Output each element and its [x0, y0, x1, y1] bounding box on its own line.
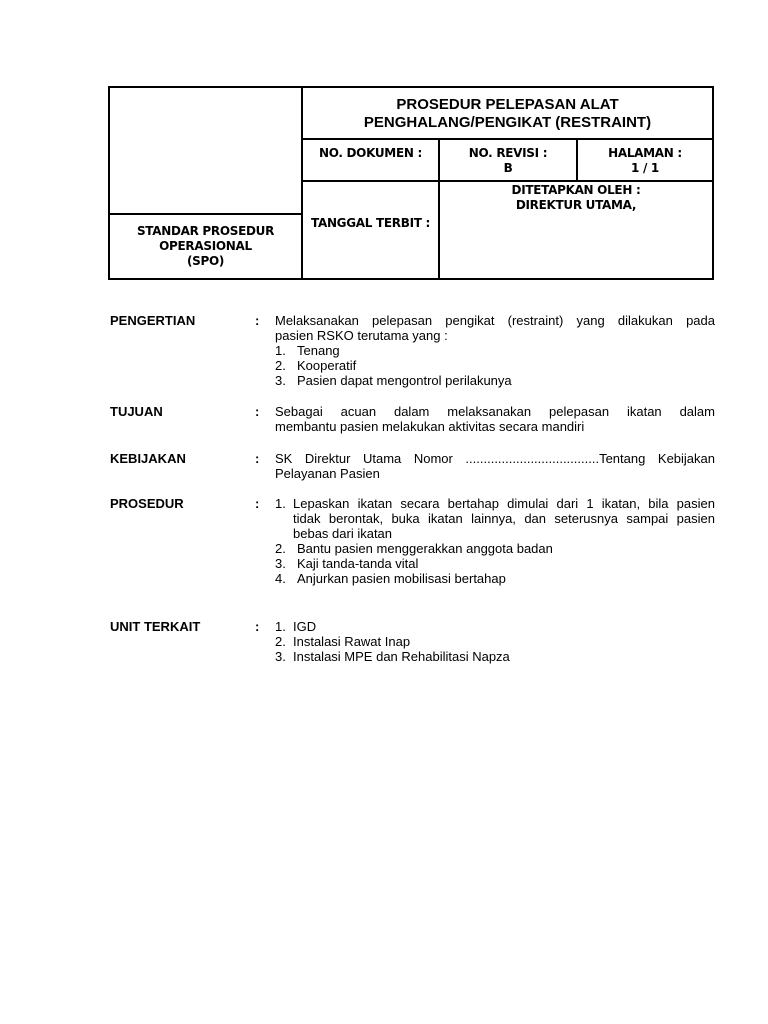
document-header-table: [108, 86, 714, 280]
section-label: PENGERTIAN: [110, 313, 196, 328]
direktur-utama-label: DIREKTUR UTAMA,: [515, 198, 637, 212]
document-title: PROSEDUR PELEPASAN ALAT PENGHALANG/PENGIKAT (RESTRAINT): [363, 96, 652, 131]
section-body: [275, 496, 715, 586]
section-label: TUJUAN: [110, 404, 163, 419]
tanggal-terbit-label: TANGGAL TERBIT :: [311, 216, 430, 230]
ditetapkan-oleh-label: DITETAPKAN OLEH :: [511, 183, 641, 197]
list-item: 3. Instalasi MPE dan Rehabilitasi Napza: [275, 649, 510, 664]
halaman-label: HALAMAN :: [608, 146, 682, 160]
spo-label: STANDAR PROSEDUR OPERASIONAL (SPO): [136, 224, 275, 268]
section-body: SK Direktur Utama Nomor .....................................Tentang Kebijakan Pelayanan Pasien: [275, 451, 715, 481]
no-revisi-label: NO. REVISI :: [468, 146, 548, 160]
section-body: Sebagai acuan dalam melaksanakan pelepasan ikatan dalam membantu pasien melakukan aktivitas secara mandiri: [275, 404, 715, 434]
no-dokumen-label: NO. DOKUMEN :: [319, 146, 422, 160]
ditetapkan-cell: [440, 183, 712, 213]
list-item: 1. Lepaskan ikatan secara bertahap dimulai dari 1 ikatan, bila pasien tidak berontak, buka ikatan lainnya, dan seterusnya sampai pasien bebas dari ikatan: [275, 496, 715, 541]
section-body: Melaksanakan pelepasan pengikat (restraint) yang dilakukan pada pasien RSKO terutama yang : 1. Tenang 2. Kooperatif 3. Pasien dapat mengontrol perilakunya: [275, 313, 715, 388]
list-item: 2. Kooperatif: [275, 358, 357, 373]
divider-spo-top: [110, 213, 301, 215]
no-revisi-cell: [440, 146, 576, 176]
list-item: 4. Anjurkan pasien mobilisasi bertahap: [275, 571, 506, 586]
list-item: 1. IGD: [275, 619, 317, 634]
list-item: 1. Tenang: [275, 343, 340, 358]
halaman-cell: [578, 146, 712, 176]
section-label: PROSEDUR: [110, 496, 184, 511]
section-label: KEBIJAKAN: [110, 451, 186, 466]
section-colon: :: [255, 404, 260, 419]
section-colon: :: [255, 313, 260, 328]
list-item: 2. Instalasi Rawat Inap: [275, 634, 411, 649]
list-item: 3. Pasien dapat mengontrol perilakunya: [275, 373, 512, 388]
halaman-value: 1 / 1: [631, 161, 659, 175]
section-colon: :: [255, 496, 260, 511]
no-revisi-value: B: [503, 161, 513, 175]
section-colon: :: [255, 619, 260, 634]
section-colon: :: [255, 451, 260, 466]
list-item: 3. Kaji tanda-tanda vital: [275, 556, 419, 571]
divider-under-title: [303, 138, 712, 140]
section-label: UNIT TERKAIT: [110, 619, 201, 634]
divider-under-doc-row: [303, 180, 712, 182]
list-item: 2. Bantu pasien menggerakkan anggota badan: [275, 541, 553, 556]
section-body: [275, 619, 715, 664]
